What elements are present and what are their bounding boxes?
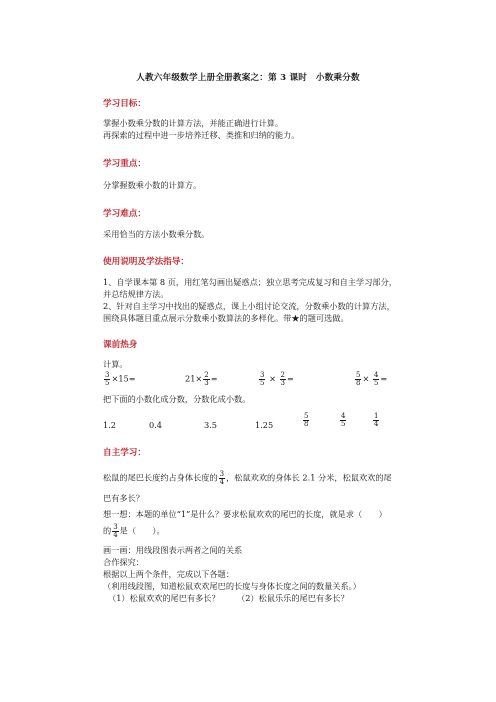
fraction: $\frac{5}{8}$ — [356, 371, 361, 387]
guide-heading: 使用说明及学法指导： — [103, 257, 189, 267]
fraction: $\frac{4}{5}$ — [373, 371, 379, 387]
fraction: $\frac{3}{4}$ — [113, 523, 118, 539]
self-study-line-5: 画一画：用线段图表示两者之间的关系 — [103, 545, 243, 555]
decimal-item: 0.4 — [149, 420, 163, 430]
convert-label: 把下面的小数化成分数，分数化成小数。 — [103, 394, 251, 404]
goals-heading: 学习目标： — [103, 99, 146, 109]
calc-problem-4: $\frac{5}{8}$ × $\frac{4}{5}$ = — [356, 371, 388, 387]
self-study-line-4: 的 $\frac{3}{4}$ 是（ ）。 — [103, 523, 165, 539]
fraction: $\frac{3}{5}$ — [260, 371, 265, 387]
self-study-line-7: 根据以上两个条件，完成以下各题： — [103, 569, 235, 579]
goals-line-2: 再探索的过程中进一步培养迁移、类推和归纳的能力。 — [103, 130, 300, 140]
self-study-line-1: 松鼠的尾巴长度约占身体长度的 $\frac{3}{4}$ ，松鼠欢欢的身体长 2.1 分米，松鼠欢欢的尾 — [103, 470, 392, 486]
decimal-item: 3.5 — [204, 420, 218, 430]
self-study-line-8: （利用线段图，知道松鼠欢欢尾巴的长度与身体长度之间的数量关系。） — [103, 581, 361, 591]
guide-line-3: 2、针对自主学习中找出的疑惑点，课上小组讨论交流，分数乘小数的计算方法， — [103, 301, 395, 311]
difficulty-line: 采用恰当的方法小数乘分数。 — [103, 229, 210, 239]
key-line: 分掌握数乘小数的计算方。 — [103, 180, 202, 190]
key-heading: 学习重点： — [103, 159, 146, 169]
warmup-heading: 课前热身 — [103, 340, 138, 350]
question-2: （2）松鼠乐乐的尾巴有多长？ — [237, 593, 349, 603]
self-study-line-3: 想一想：本题的单位“1”是什么？要求松鼠欢欢的尾巴的长度，就是求（ ） — [103, 509, 387, 519]
fraction: $\frac{3}{5}$ — [105, 371, 110, 387]
calc-label: 计算。 — [103, 359, 128, 369]
self-study-line-6: 合作探究： — [103, 557, 144, 567]
calc-problem-1: $\frac{3}{5}$ ×15= — [105, 371, 136, 387]
fraction: $\frac{2}{3}$ — [204, 371, 209, 387]
guide-line-1: 1、自学课本第 8 页，用红笔勾画出疑惑点；独立思考完成复习和自主学习部分， — [103, 277, 397, 287]
fraction-item: $\frac{5}{8}$ — [304, 412, 309, 428]
guide-line-4: 围绕具体题目重点展示分数乘小数算法的多样化。带★的题可选做。 — [103, 313, 349, 323]
fraction-item: $\frac{1}{4}$ — [374, 412, 379, 428]
calc-problem-3: $\frac{3}{5}$ × $\frac{2}{3}$ = — [260, 371, 294, 387]
fraction: $\frac{2}{3}$ — [280, 371, 286, 387]
fraction-item: $\frac{4}{5}$ — [341, 412, 346, 428]
fraction: $\frac{3}{4}$ — [219, 470, 225, 486]
document-title: 人教六年级数学上册全册教案之：第 3 课时 小数乘分数 — [136, 73, 360, 83]
difficulty-heading: 学习难点： — [103, 209, 146, 219]
goals-line-1: 掌握小数乘分数的计算方法，并能正确进行计算。 — [103, 118, 284, 128]
decimal-item: 1.25 — [255, 420, 274, 430]
self-study-heading: 自主学习： — [103, 448, 146, 458]
question-1: （1）松鼠欢欢的尾巴有多长？ — [108, 593, 220, 603]
decimal-item: 1.2 — [103, 420, 117, 430]
calc-problem-2: 21× $\frac{2}{3}$ = — [185, 371, 218, 387]
guide-line-2: 并总结规律方法。 — [103, 289, 169, 299]
self-study-line-2: 巴有多长？ — [103, 493, 144, 503]
